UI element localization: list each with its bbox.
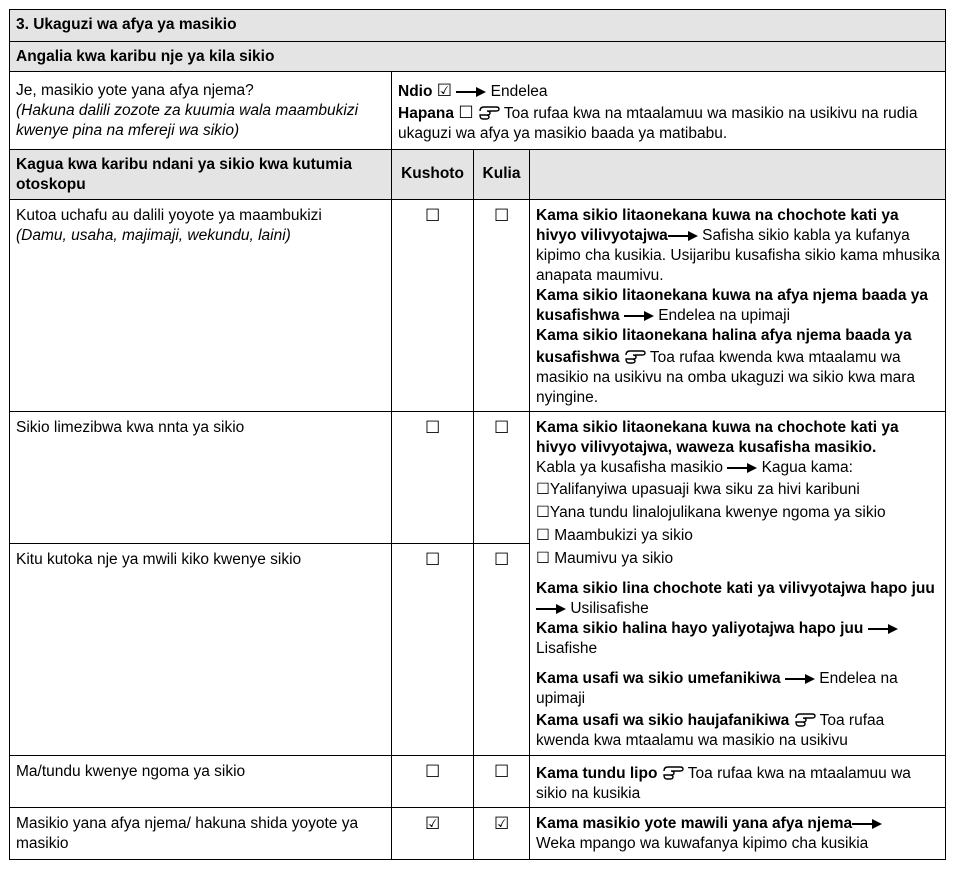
left-ear-header: Kushoto	[391, 150, 473, 199]
otoscope-header-row	[10, 149, 945, 199]
yes-checkbox[interactable]: ☑	[436, 81, 452, 100]
right-arrow-icon	[852, 819, 882, 829]
right-arrow-icon	[624, 311, 654, 321]
left-ear-checkbox[interactable]: ☑	[425, 814, 441, 833]
left-ear-checkbox[interactable]: ☐	[425, 762, 441, 781]
pointing-hand-icon	[478, 102, 500, 120]
pointing-hand-icon	[624, 346, 646, 364]
right-ear-checkbox[interactable]: ☐	[494, 418, 510, 437]
pointing-hand-icon	[662, 762, 684, 780]
row-label: Ma/tundu kwenye ngoma ya sikio	[16, 763, 246, 780]
checklist-checkbox[interactable]: ☐	[536, 481, 550, 498]
left-ear-checkbox[interactable]: ☐	[425, 550, 441, 569]
row-label: Sikio limezibwa kwa nnta ya sikio	[16, 419, 245, 436]
left-ear-checkbox[interactable]: ☐	[425, 206, 441, 225]
right-arrow-icon	[456, 87, 486, 97]
ear-health-check-table	[9, 9, 946, 860]
pointing-hand-icon	[794, 709, 816, 727]
right-arrow-icon	[785, 674, 815, 684]
section-title-row	[10, 10, 945, 41]
right-ear-checkbox[interactable]: ☐	[494, 206, 510, 225]
perforation-action-cell: Kama tundu lipo Toa rufaa kwa na mtaalamuu wa sikio na kusikia	[529, 756, 945, 807]
right-arrow-icon	[727, 463, 757, 473]
right-arrow-icon	[536, 604, 566, 614]
subheader: Angalia kwa karibu nje ya kila sikio	[16, 48, 275, 65]
row-label: Masikio yana afya njema/ hakuna shida yoyote ya masikio	[16, 815, 359, 852]
right-ear-checkbox[interactable]: ☐	[494, 550, 510, 569]
section-title: 3. Ukaguzi wa afya ya masikio	[16, 16, 237, 33]
table-row-perforation	[10, 755, 945, 807]
left-ear-checkbox[interactable]: ☐	[425, 418, 441, 437]
yes-action: Endelea	[490, 83, 548, 100]
no-action: Toa rufaa kwa na mtaalamuu wa masikio na usikivu na rudia ukaguzi wa afya ya masikio baada ya matibabu.	[398, 105, 918, 142]
subheader-row	[10, 41, 945, 71]
outer-ear-answer-cell	[391, 72, 945, 149]
right-ear-checkbox[interactable]: ☐	[494, 762, 510, 781]
table-row-discharge	[10, 199, 945, 411]
no-checkbox[interactable]: ☐	[458, 103, 474, 122]
wax-foreign-body-action-cell: Kama sikio litaonekana kuwa na chochote kati ya hivyo vilivyotajwa, waweza kusafisha masikio. Kabla ya kusafisha masikio Kagua kama: ☐Yalifanyiwa upasuaji kwa siku za hivi karibuni ☐Yana tundu linalojulikana kwenye ngoma ya sikio ☐ Maambukizi ya sikio ☐ Maumivu ya sikio Kama sikio lina chochote kati ya vilivyotajwa hapo juu Usilisafishe Kama sikio halina hayo yaliyotajwa hapo juu Lisafishe Kama usafi wa sikio umefanikiwa Endelea na upimaji Kama usafi wa sikio haujafanikiwa Toa rufaa kwenda kwa mtaalamu wa masikio na usikivu	[529, 411, 945, 755]
outer-ear-question-cell	[10, 72, 391, 149]
no-label: Hapana	[398, 105, 454, 122]
right-ear-header: Kulia	[473, 150, 529, 199]
outer-ear-note: (Hakuna dalili zozote za kuumia wala maambukizi kwenye pina na mfereji wa sikio)	[16, 102, 359, 139]
yes-label: Ndio	[398, 83, 433, 100]
checklist-checkbox[interactable]: ☐	[536, 550, 550, 567]
right-arrow-icon	[868, 624, 898, 634]
table-row-foreign-body	[10, 543, 529, 755]
row-label: Kutoa uchafu au dalili yoyote ya maambukizi	[16, 207, 322, 224]
right-ear-checkbox[interactable]: ☑	[494, 814, 510, 833]
right-arrow-icon	[668, 231, 698, 241]
table-row-healthy	[10, 807, 945, 859]
outer-ear-question: Je, masikio yote yana afya njema?	[16, 82, 254, 99]
healthy-action-cell: Kama masikio yote mawili yana afya njema Weka mpango wa kuwafanya kipimo cha kusikia	[529, 808, 945, 859]
row-note: (Damu, usaha, majimaji, wekundu, laini)	[16, 227, 291, 244]
discharge-action-cell: Kama sikio litaonekana kuwa na chochote kati ya hivyo vilivyotajwa Safisha sikio kabla ya kufanya kipimo cha kusikia. Usijaribu kusafisha sikio kama mhusika anapata maumivu. Kama sikio litaonekana kuwa na afya njema baada ya kusafishwa Endelea na upimaji Kama sikio litaonekana halina afya njema baada ya kusafishwa Toa rufaa kwenda kwa mtaalamu wa masikio na usikivu na omba ukaguzi wa sikio kwa mara nyingine.	[529, 200, 945, 411]
checklist-checkbox[interactable]: ☐	[536, 504, 550, 521]
table-row-wax	[10, 411, 529, 543]
otoscope-header: Kagua kwa karibu ndani ya sikio kwa kutumia otoskopu	[16, 156, 352, 193]
checklist-checkbox[interactable]: ☐	[536, 527, 550, 544]
row-label: Kitu kutoka nje ya mwili kiko kwenye sikio	[16, 551, 302, 568]
outer-ear-question-row	[10, 71, 945, 149]
